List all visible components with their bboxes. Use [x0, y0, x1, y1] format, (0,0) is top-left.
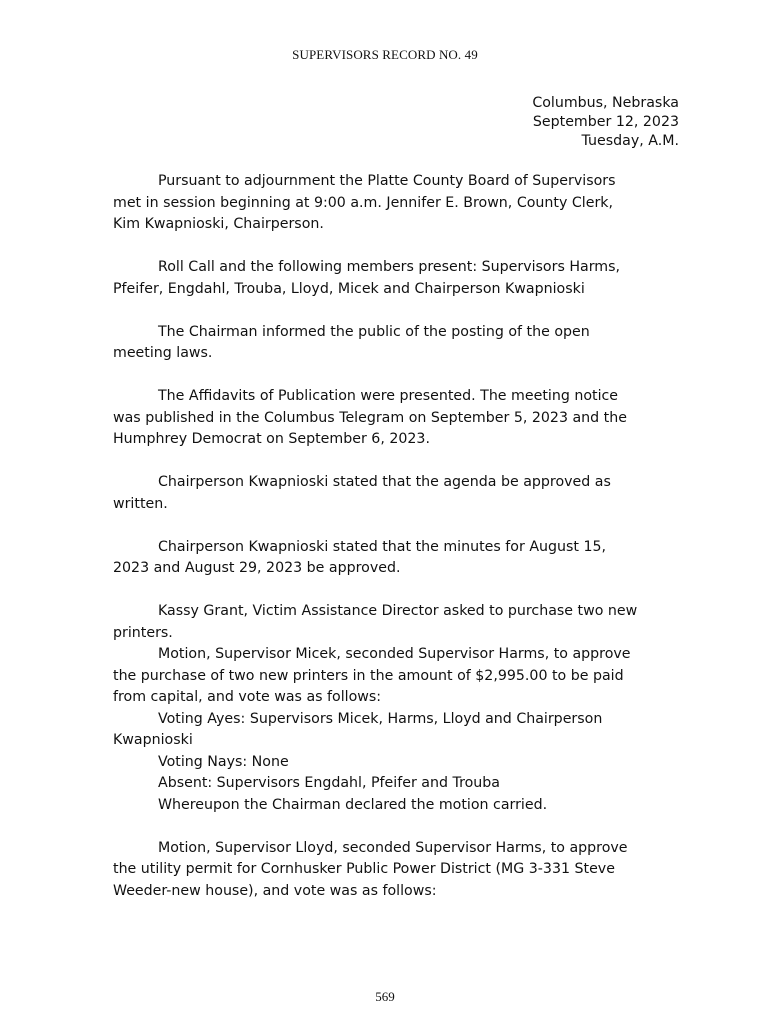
- paragraph-printers-motion: [113, 644, 669, 709]
- text-line: Kim Kwapnioski, Chairperson.: [113, 216, 324, 232]
- paragraph-printers-request: [113, 601, 669, 644]
- vote-result: [113, 795, 669, 817]
- paragraph-open-meeting: [113, 322, 669, 365]
- text-line: meeting laws.: [113, 345, 213, 361]
- text-line: Pursuant to adjournment the Platte County Board of Supervisors: [158, 173, 616, 189]
- page-number: 569: [375, 989, 395, 1004]
- paragraph-agenda: [113, 472, 669, 515]
- text-line: Chairperson Kwapnioski stated that the agenda be approved as: [158, 474, 611, 490]
- text-line: Pfeifer, Engdahl, Trouba, Lloyd, Micek and Chairperson Kwapnioski: [113, 280, 585, 297]
- text-line: Kassy Grant, Victim Assistance Director asked to purchase two new: [158, 603, 638, 619]
- text-line: printers.: [113, 624, 173, 641]
- text-line: Voting Ayes: Supervisors Micek, Harms, Lloyd and Chairperson: [158, 710, 603, 727]
- vote-nays: [113, 752, 669, 774]
- vote-absent: [113, 773, 669, 795]
- dateline: [532, 94, 679, 151]
- text-line: Roll Call and the following members present: Supervisors Harms,: [158, 259, 621, 275]
- text-line: the purchase of two new printers in the amount of $2,995.00 to be paid: [113, 667, 624, 684]
- text-line: Voting Nays: None: [158, 753, 289, 770]
- text-line: The Affidavits of Publication were presented. The meeting notice: [158, 388, 619, 404]
- text-line: Kwapnioski: [113, 732, 193, 748]
- paragraph-minutes: [113, 537, 669, 580]
- text-line: the utility permit for Cornhusker Public Power District (MG 3-331 Steve: [113, 861, 615, 877]
- text-line: met in session beginning at 9:00 a.m. Jennifer E. Brown, County Clerk,: [113, 194, 613, 211]
- text-line: Motion, Supervisor Micek, seconded Supervisor Harms, to approve: [158, 646, 631, 662]
- text-line: Humphrey Democrat on September 6, 2023.: [113, 431, 430, 447]
- text-line: written.: [113, 495, 168, 512]
- paragraph-utility-permit-motion: [113, 838, 669, 903]
- paragraph-affidavits: [113, 386, 669, 451]
- text-line: from capital, and vote was as follows:: [113, 689, 382, 705]
- text-line: The Chairman informed the public of the posting of the open: [158, 323, 590, 340]
- vote-ayes: [113, 709, 669, 752]
- record-header: SUPERVISORS RECORD NO. 49: [292, 47, 478, 62]
- text-line: Absent: Supervisors Engdahl, Pfeifer and Trouba: [158, 775, 500, 791]
- text-line: 2023 and August 29, 2023 be approved.: [113, 560, 401, 576]
- text-line: Motion, Supervisor Lloyd, seconded Supervisor Harms, to approve: [158, 839, 628, 856]
- dateline-place: Columbus, Nebraska: [532, 95, 679, 111]
- text-line: Chairperson Kwapnioski stated that the minutes for August 15,: [158, 538, 607, 555]
- text-line: Weeder-new house), and vote was as follows:: [113, 882, 437, 899]
- minutes-body: [113, 171, 669, 902]
- paragraph-adjournment: [113, 171, 669, 236]
- dateline-session: Tuesday, A.M.: [581, 133, 679, 149]
- text-line: Whereupon the Chairman declared the motion carried.: [158, 796, 548, 813]
- paragraph-roll-call: [113, 257, 669, 300]
- dateline-date: September 12, 2023: [532, 114, 679, 130]
- text-line: was published in the Columbus Telegram on September 5, 2023 and the: [113, 409, 627, 426]
